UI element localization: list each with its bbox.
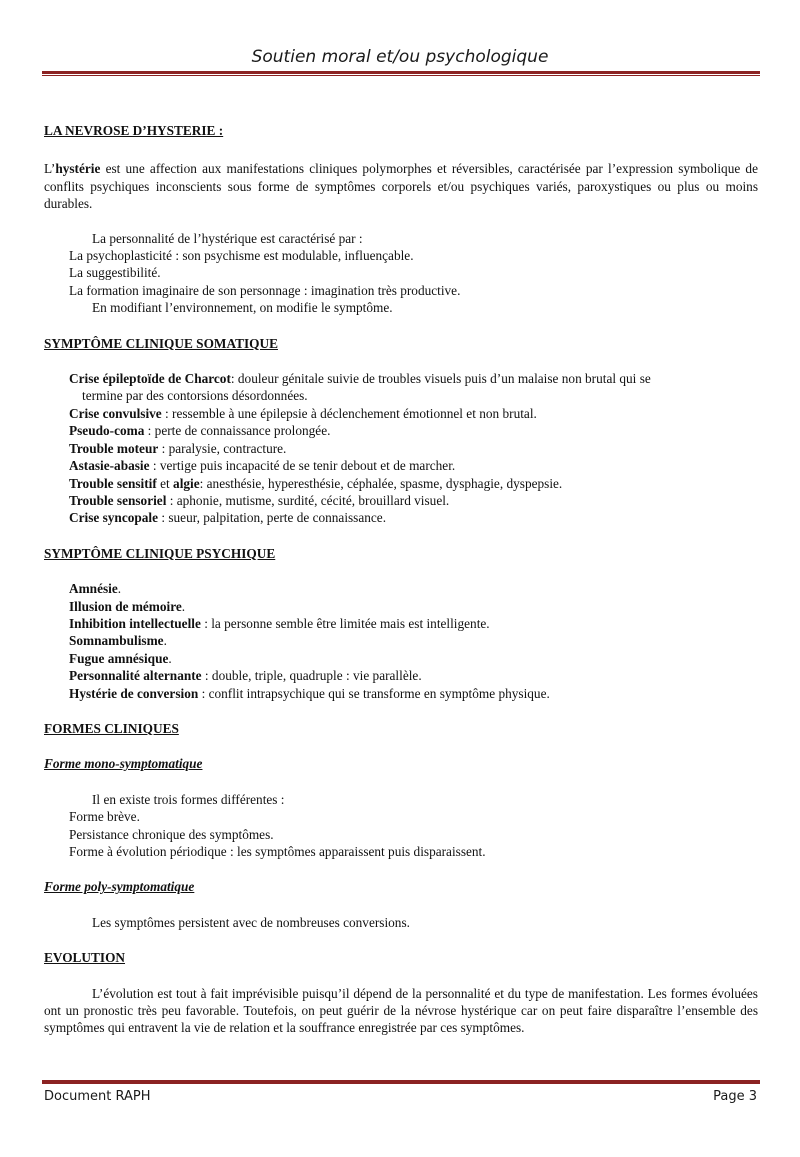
list-item: Astasie-abasie : vertige puis incapacité de se tenir debout et de marcher. — [69, 458, 456, 474]
list-item: Hystérie de conversion : conflit intrapsychique qui se transforme en symptôme physique. — [69, 685, 550, 701]
personnalite-conclusion: En modifiant l’environnement, on modifie le symptôme. — [92, 300, 393, 316]
evolution-paragraph: L’évolution est tout à fait imprévisible puisqu’il dépend de la personnalité et du type de manifestation. Les formes évoluées ont un pronostic très peu favorable. Toutefois, on peut guérir de la névrose hystérique car on peut faire disparaître l’ensemble des symptômes qui entravent la vie de relation et la souffrance enregistrée par ces symptômes. — [44, 985, 758, 1036]
list-item: Illusion de mémoire. — [69, 598, 186, 614]
list-item: Pseudo-coma : perte de connaissance prolongée. — [69, 423, 331, 439]
section-heading-formes: FORMES CLINIQUES — [44, 720, 179, 736]
psychique-list — [44, 580, 758, 702]
nevrose-intro-paragraph: L’hystérie est une affection aux manifestations cliniques polymorphes et réversibles, caractérisée par l’expression symbolique de conflits psychiques inconscients sous forme de symptômes corporels et/ou psychiques variés, paroxystiques ou plus ou moins durables. — [44, 161, 758, 212]
footer-document-name: Document RAPH — [44, 1089, 151, 1104]
mono-item: Persistance chronique des symptômes. — [69, 826, 274, 842]
list-item: Crise épileptoïde de Charcot: douleur génitale suivie de troubles visuels puis d’un malaise non brutal qui se termine par des contorsions désordonnées. — [69, 371, 651, 404]
document-body — [44, 122, 758, 1037]
list-item: Amnésie. — [69, 581, 122, 597]
section-heading-nevrose: LA NEVROSE D’HYSTERIE : — [44, 123, 224, 138]
mono-intro: Il en existe trois formes différentes : — [92, 791, 285, 807]
personnalite-item: La suggestibilité. — [69, 265, 161, 281]
poly-text: Les symptômes persistent avec de nombreuses conversions. — [92, 914, 410, 930]
footer-page-number: Page 3 — [713, 1089, 757, 1104]
personnalite-item: La psychoplasticité : son psychisme est modulable, influençable. — [69, 248, 414, 264]
mono-item: Forme brève. — [69, 809, 140, 825]
list-item: Trouble sensitif et algie: anesthésie, hyperesthésie, céphalée, spasme, dysphagie, dyspepsie. — [69, 475, 563, 491]
personnalite-item: La formation imaginaire de son personnage : imagination très productive. — [69, 282, 461, 298]
subheading-poly: Forme poly-symptomatique — [44, 879, 195, 895]
personnalite-intro: La personnalité de l’hystérique est caractérisé par : — [92, 230, 363, 246]
list-item: Crise syncopale : sueur, palpitation, perte de connaissance. — [69, 510, 387, 526]
mono-item: Forme à évolution périodique : les symptômes apparaissent puis disparaissent. — [69, 844, 486, 859]
somatique-list — [44, 370, 758, 527]
list-item: Trouble sensoriel : aphonie, mutisme, surdité, cécité, brouillard visuel. — [69, 492, 450, 508]
section-heading-psychique: SYMPTÔME CLINIQUE PSYCHIQUE — [44, 545, 276, 561]
list-item: Somnambulisme. — [69, 633, 167, 649]
list-item: Personnalité alternante : double, triple, quadruple : vie parallèle. — [69, 668, 422, 684]
header-rule — [42, 71, 760, 76]
list-item: Trouble moteur : paralysie, contracture. — [69, 440, 287, 456]
list-item: Crise convulsive : ressemble à une épilepsie à déclenchement émotionnel et non brutal. — [69, 405, 537, 421]
subheading-mono: Forme mono-symptomatique — [44, 756, 203, 772]
footer-rule — [42, 1079, 760, 1084]
list-item: Fugue amnésique. — [69, 650, 172, 666]
list-item: Inhibition intellectuelle : la personne semble être limitée mais est intelligente. — [69, 615, 490, 631]
page-header-title: Soutien moral et/ou psychologique — [251, 47, 549, 67]
section-heading-evolution: EVOLUTION — [44, 950, 126, 966]
section-heading-somatique: SYMPTÔME CLINIQUE SOMATIQUE — [44, 335, 278, 351]
